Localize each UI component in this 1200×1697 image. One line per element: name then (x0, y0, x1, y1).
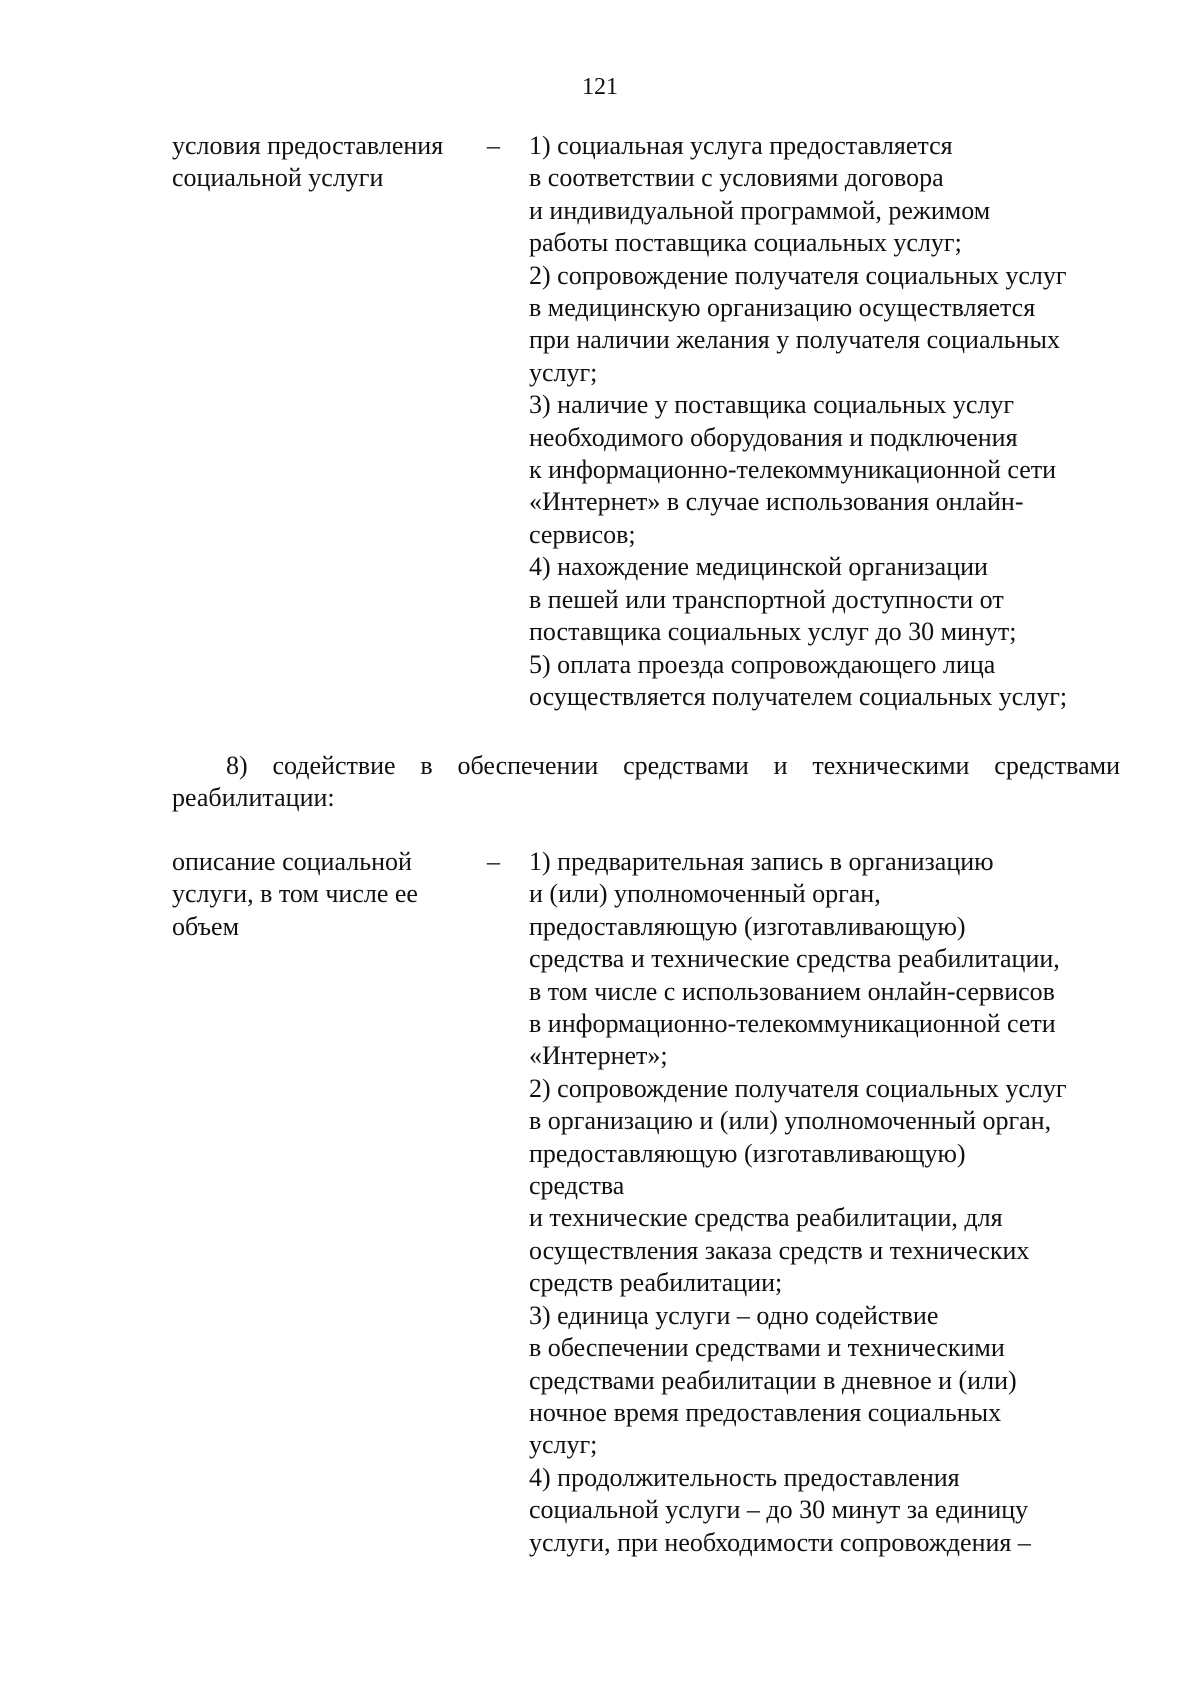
content-line: при наличии желания у получателя социальных (529, 325, 1060, 355)
content-line: ночное время предоставления социальных (529, 1397, 1002, 1427)
paragraph-first-line: 8) содействие в обеспечении средствами и техническими средствами (226, 751, 1120, 780)
content-line: в организацию и (или) уполномоченный орган, (529, 1106, 1052, 1136)
content-line: услуги, при необходимости сопровождения – (529, 1527, 1031, 1557)
content-line: поставщика социальных услуг до 30 минут; (529, 617, 1017, 647)
description-label (172, 846, 472, 943)
label-line: объем (172, 911, 240, 941)
content-line: в обеспечении средствами и техническими (529, 1333, 1005, 1363)
content-line: необходимого оборудования и подключения (529, 422, 1018, 452)
content-line: осуществления заказа средств и технических (529, 1235, 1030, 1265)
content-line: «Интернет»; (529, 1041, 668, 1071)
content-line: сервисов; (529, 519, 636, 549)
content-line: в информационно-телекоммуникационной сети (529, 1009, 1056, 1039)
content-line: средств реабилитации; (529, 1268, 783, 1298)
content-line: услуг; (529, 357, 598, 387)
content-line: 4) продолжительность предоставления (529, 1462, 960, 1492)
content-line: средства и технические средства реабилитации, (529, 944, 1060, 974)
label-line: услуги, в том числе ее (172, 879, 418, 909)
content-line: 1) социальная услуга предоставляется (529, 131, 953, 160)
content-line: в соответствии с условиями договора (529, 163, 944, 193)
content-line: и (или) уполномоченный орган, (529, 879, 881, 909)
content-line: средства (529, 1171, 625, 1201)
content-line: 2) сопровождение получателя социальных услуг (529, 260, 1067, 290)
conditions-content (529, 130, 1129, 713)
description-content (529, 846, 1129, 1559)
content-line: 5) оплата проезда сопровождающего лица (529, 649, 996, 679)
content-line: социальной услуги – до 30 минут за единицу (529, 1495, 1029, 1525)
content-line: 1) предварительная запись в организацию (529, 847, 994, 876)
content-line: работы поставщика социальных услуг; (529, 228, 962, 258)
content-line: и индивидуальной программой, режимом (529, 195, 991, 225)
dash-separator: – (487, 131, 500, 160)
content-line: услуг; (529, 1430, 598, 1460)
label-line: описание социальной (172, 847, 412, 876)
content-line: предоставляющую (изготавливающую) (529, 911, 966, 941)
section-paragraph (172, 750, 1120, 815)
content-line: средствами реабилитации в дневное и (или) (529, 1365, 1017, 1395)
content-line: 4) нахождение медицинской организации (529, 552, 988, 582)
conditions-label (172, 130, 472, 195)
content-line: в пешей или транспортной доступности от (529, 584, 1004, 614)
content-line: в медицинскую организацию осуществляется (529, 293, 1036, 323)
page-number: 121 (582, 74, 618, 100)
content-line: 3) наличие у поставщика социальных услуг (529, 390, 1015, 420)
paragraph-second-line: реабилитации: (172, 783, 335, 813)
label-line: условия предоставления (172, 131, 444, 160)
content-line: «Интернет» в случае использования онлайн- (529, 487, 1024, 517)
content-line: 3) единица услуги – одно содействие (529, 1300, 939, 1330)
label-line: социальной услуги (172, 163, 384, 193)
content-line: и технические средства реабилитации, для (529, 1203, 1003, 1233)
content-line: осуществляется получателем социальных услуг; (529, 681, 1068, 711)
content-line: 2) сопровождение получателя социальных услуг (529, 1073, 1067, 1103)
dash-separator: – (487, 847, 500, 876)
content-line: к информационно-телекоммуникационной сети (529, 455, 1057, 485)
content-line: в том числе с использованием онлайн-сервисов (529, 976, 1055, 1006)
content-line: предоставляющую (изготавливающую) (529, 1138, 966, 1168)
